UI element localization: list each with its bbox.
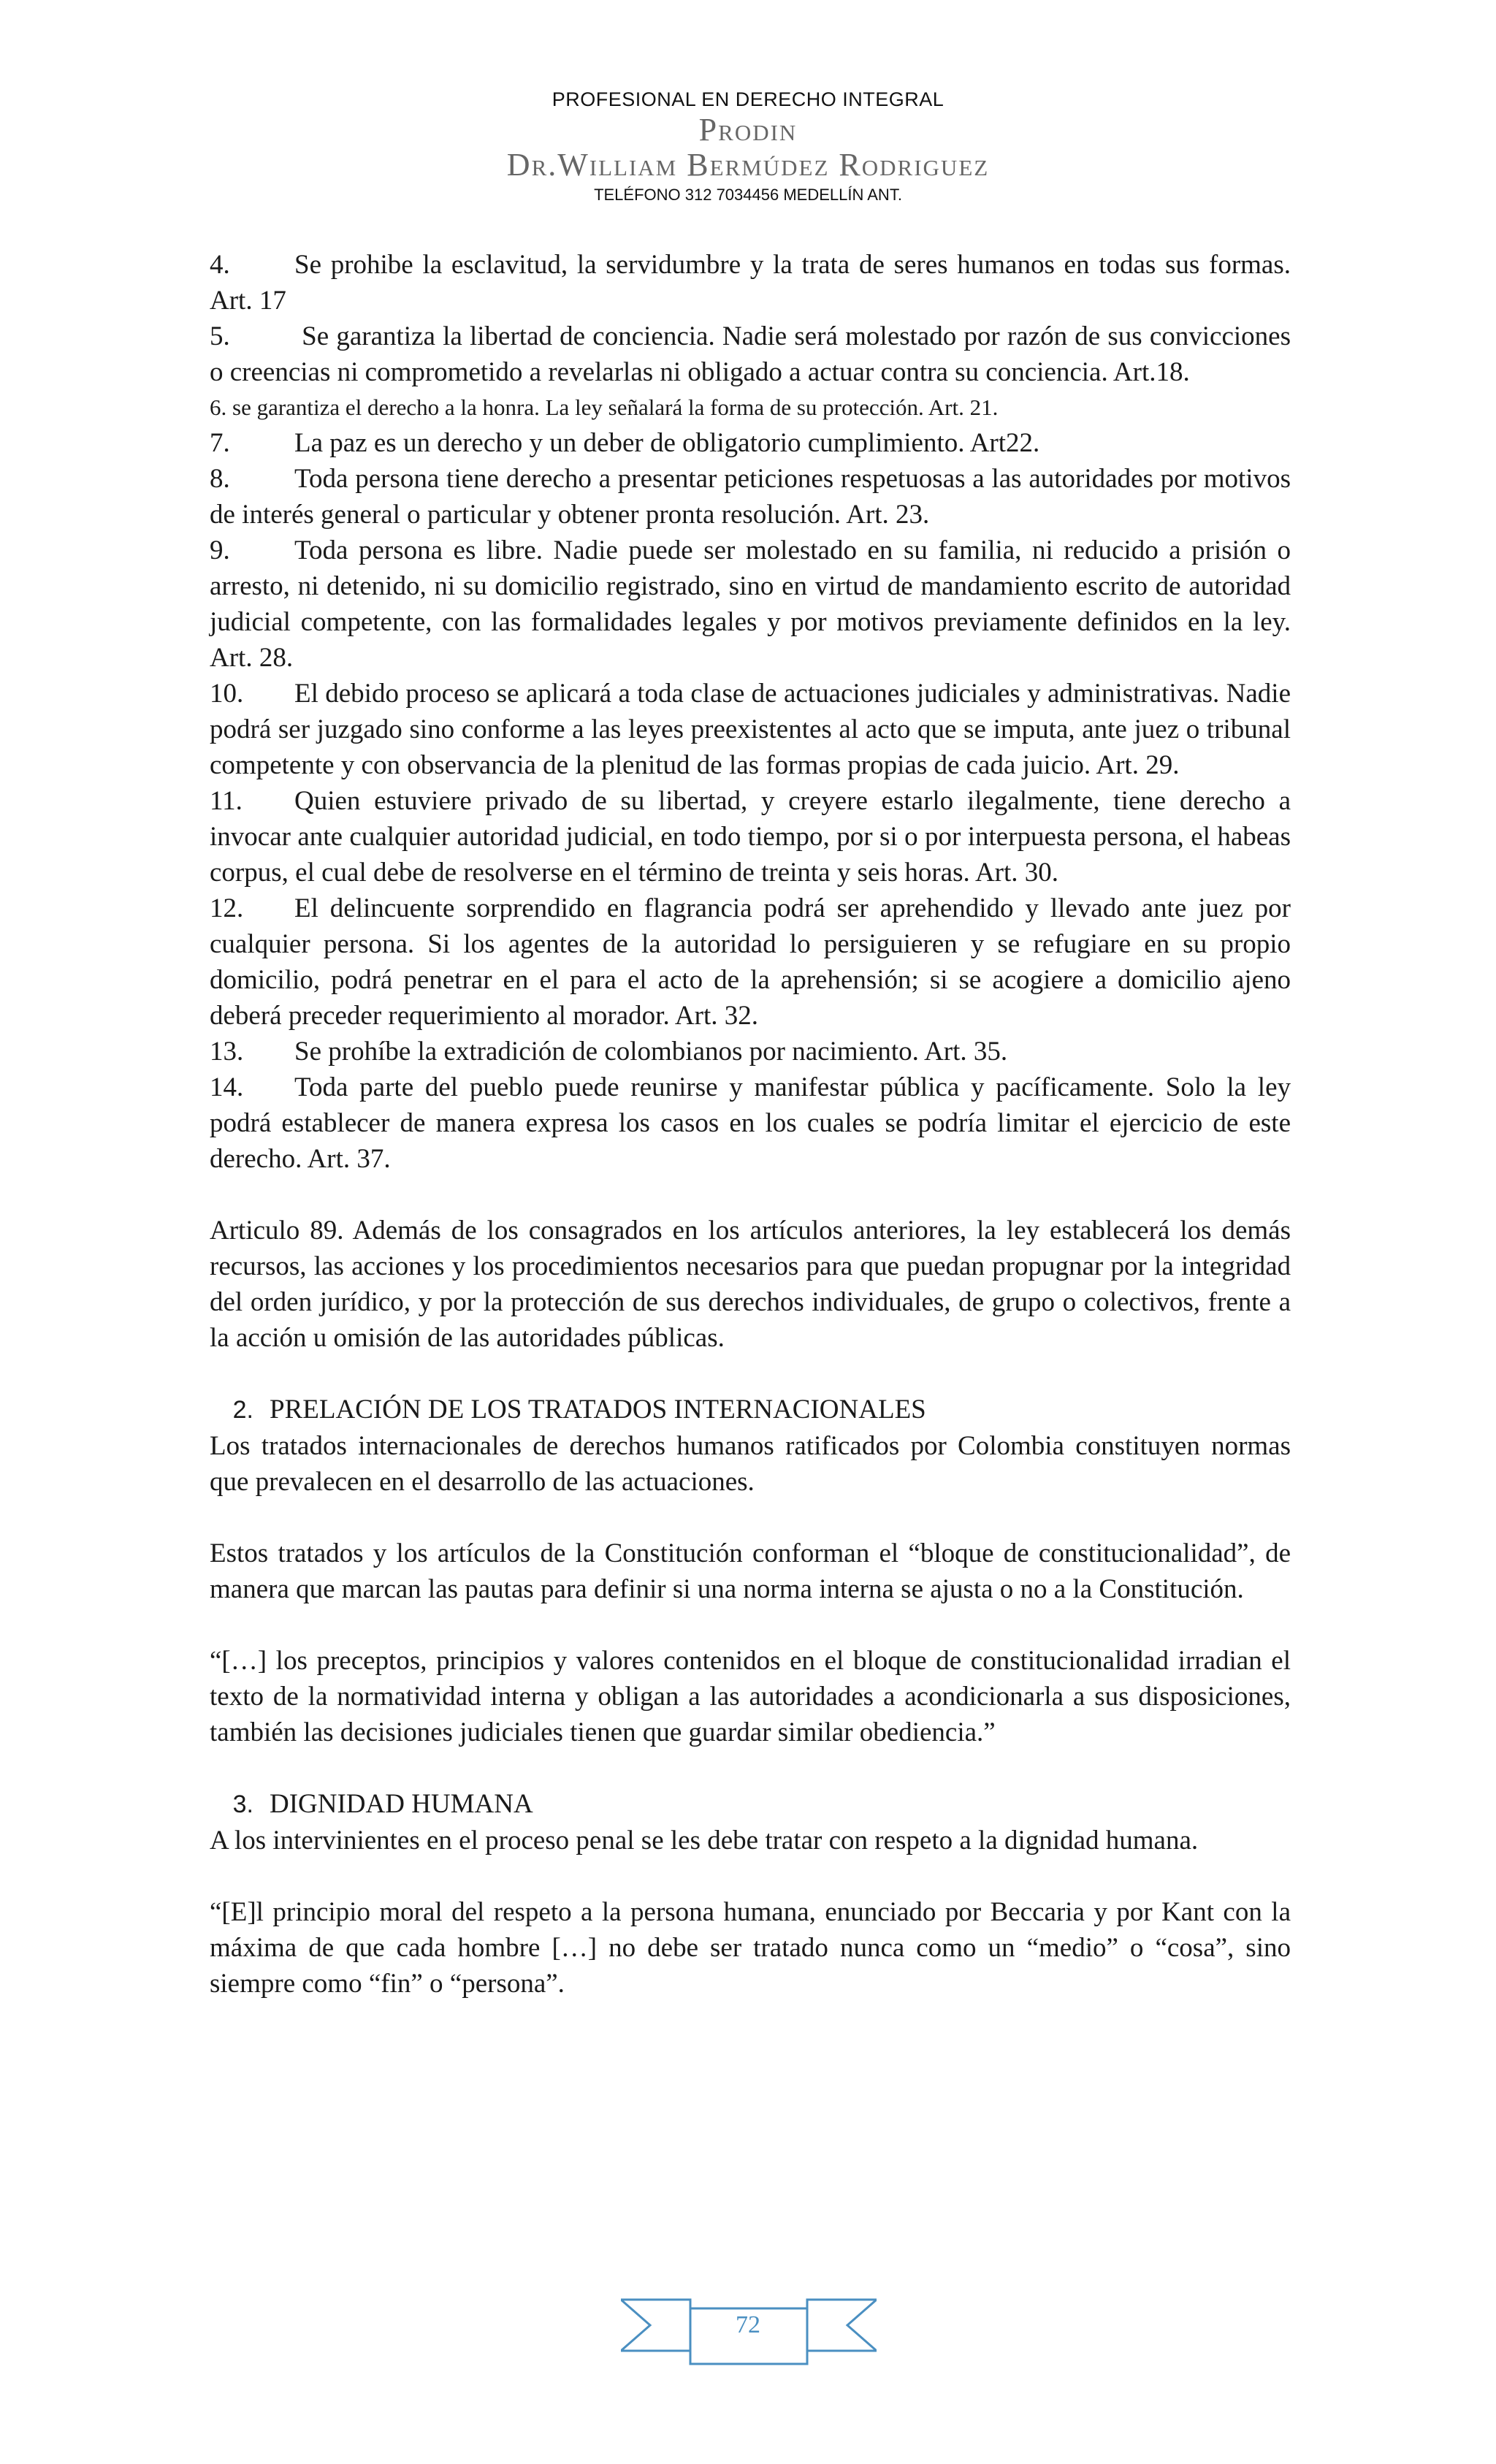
item-number: 8. <box>210 464 230 494</box>
header-line-brand: Prodin <box>698 112 798 148</box>
item-number: 5. <box>210 321 230 351</box>
item-text: 6. se garantiza el derecho a la honra. La ley señalará la forma de su protección. Art. 21. <box>210 394 999 420</box>
item-number: 9. <box>210 535 230 565</box>
section-number: 3. <box>232 1790 253 1818</box>
header-line-profession: PROFESIONAL EN DERECHO INTEGRAL <box>552 88 944 110</box>
list-item <box>210 1034 1291 1069</box>
paragraph-spacer <box>210 1356 1291 1392</box>
list-item <box>210 1069 1291 1177</box>
section-number: 2. <box>232 1396 253 1424</box>
page-footer <box>0 2292 1496 2380</box>
item-number: 10. <box>210 679 244 709</box>
item-text: Quien estuviere privado de su libertad, y creyere estarlo ilegalmente, tiene derecho a invocar ante cualquier autoridad judicial, en todo tiempo, por si o por interpuesta persona, el habeas corpus, el cual debe de resolverse en el término de treinta y seis horas. Art. 30. <box>210 786 1291 888</box>
item-number: 7. <box>210 428 230 458</box>
quote-paragraph: “[E]l principio moral del respeto a la persona humana, enunciado por Beccaria y por Kant con la máxima de que cada hombre […] no debe ser tratado nunca como un “medio” o “cosa”, sino siempre como “fin” o “persona”. <box>210 1897 1291 1999</box>
list-item <box>210 390 1291 425</box>
header-line-phone: TELÉFONO 312 7034456 MEDELLÍN ANT. <box>594 186 902 204</box>
paragraph-spacer <box>210 1500 1291 1536</box>
list-item <box>210 425 1291 461</box>
section-title: PRELACIÓN DE LOS TRATADOS INTERNACIONALES <box>270 1395 926 1424</box>
item-number: 13. <box>210 1037 244 1067</box>
body-paragraph: Estos tratados y los artículos de la Constitución conforman el “bloque de constitucionalidad”, de manera que marcan las pautas para definir si una norma interna se ajusta o no a la Constitución. <box>210 1538 1291 1604</box>
list-item <box>210 533 1291 676</box>
paragraph-spacer <box>210 1750 1291 1786</box>
page-header <box>0 86 1496 207</box>
item-number: 14. <box>210 1072 244 1102</box>
item-text: Toda parte del pueblo puede reunirse y manifestar pública y pacíficamente. Solo la ley podrá establecer de manera expresa los casos en los cuales se podría limitar el ejercicio de este derecho. Art. 37. <box>210 1072 1291 1174</box>
page-number: 72 <box>736 2311 760 2338</box>
section-title: DIGNIDAD HUMANA <box>270 1789 533 1819</box>
item-number: 11. <box>210 786 243 816</box>
section-heading-dignity <box>210 1786 1291 1823</box>
paragraph-spacer <box>210 1858 1291 1894</box>
quote-paragraph: “[…] los preceptos, principios y valores contenidos en el bloque de constitucionalidad irradian el texto de la normatividad interna y obligan a las autoridades a acondicionarla a sus disposiciones, también las decisiones judiciales tienen que guardar similar obediencia.” <box>210 1646 1291 1747</box>
body-paragraph: Los tratados internacionales de derechos humanos ratificados por Colombia constituyen normas que prevalecen en el desarrollo de las actuaciones. <box>210 1431 1291 1497</box>
item-text: Se prohibe la esclavitud, la servidumbre y la trata de seres humanos en todas sus formas. Art. 17 <box>210 250 1291 316</box>
item-number: 12. <box>210 893 244 923</box>
item-text: Se garantiza la libertad de conciencia. Nadie será molestado por razón de sus convicciones o creencias ni comprometido a revelarlas ni obligado a actuar contra su conciencia. Art.18. <box>210 321 1291 387</box>
list-item <box>210 319 1291 390</box>
list-item <box>210 676 1291 783</box>
list-item <box>210 783 1291 890</box>
list-item <box>210 890 1291 1034</box>
paragraph-spacer <box>210 1177 1291 1213</box>
list-item <box>210 247 1291 319</box>
section-heading-treaties <box>210 1392 1291 1428</box>
item-text: El debido proceso se aplicará a toda clase de actuaciones judiciales y administrativas. Nadie podrá ser juzgado sino conforme a las leyes preexistentes al acto que se imputa, ante juez o tribunal competente y con observancia de la plenitud de las formas propias de cada juicio. Art. 29. <box>210 679 1291 780</box>
paragraph-spacer <box>210 1607 1291 1643</box>
article-89-paragraph: Articulo 89. Además de los consagrados en los artículos anteriores, la ley establecerá los demás recursos, las acciones y los procedimientos necesarios para que puedan propugnar por la integridad del orden jurídico, y por la protección de sus derechos individuales, de grupo o colectivos, frente a la acción u omisión de las autoridades públicas. <box>210 1216 1291 1353</box>
list-item <box>210 461 1291 533</box>
document-body <box>210 247 1291 2002</box>
item-text: Toda persona es libre. Nadie puede ser molestado en su familia, ni reducido a prisión o arresto, ni detenido, ni su domicilio registrado, sino en virtud de mandamiento escrito de autoridad judicial competente, con las formalidades legales y por motivos previamente definidos en la ley. Art. 28. <box>210 535 1291 673</box>
item-text: La paz es un derecho y un deber de obligatorio cumplimiento. Art22. <box>294 428 1040 458</box>
header-line-name: Dr.William Bermúdez Rodriguez <box>506 147 990 183</box>
item-text: Toda persona tiene derecho a presentar peticiones respetuosas a las autoridades por motivos de interés general o particular y obtener pronta resolución. Art. 23. <box>210 464 1291 530</box>
body-paragraph: A los intervinientes en el proceso penal se les debe tratar con respeto a la dignidad humana. <box>210 1826 1199 1855</box>
item-text: Se prohíbe la extradición de colombianos por nacimiento. Art. 35. <box>294 1037 1008 1067</box>
item-text: El delincuente sorprendido en flagrancia podrá ser aprehendido y llevado ante juez por cualquier persona. Si los agentes de la autoridad lo persiguieren y se refugiare en su propio domicilio, podrá penetrar en el para el acto de la aprehensión; si se acogiere a domicilio ajeno deberá preceder requerimiento al morador. Art. 32. <box>210 893 1291 1031</box>
item-number: 4. <box>210 250 230 280</box>
